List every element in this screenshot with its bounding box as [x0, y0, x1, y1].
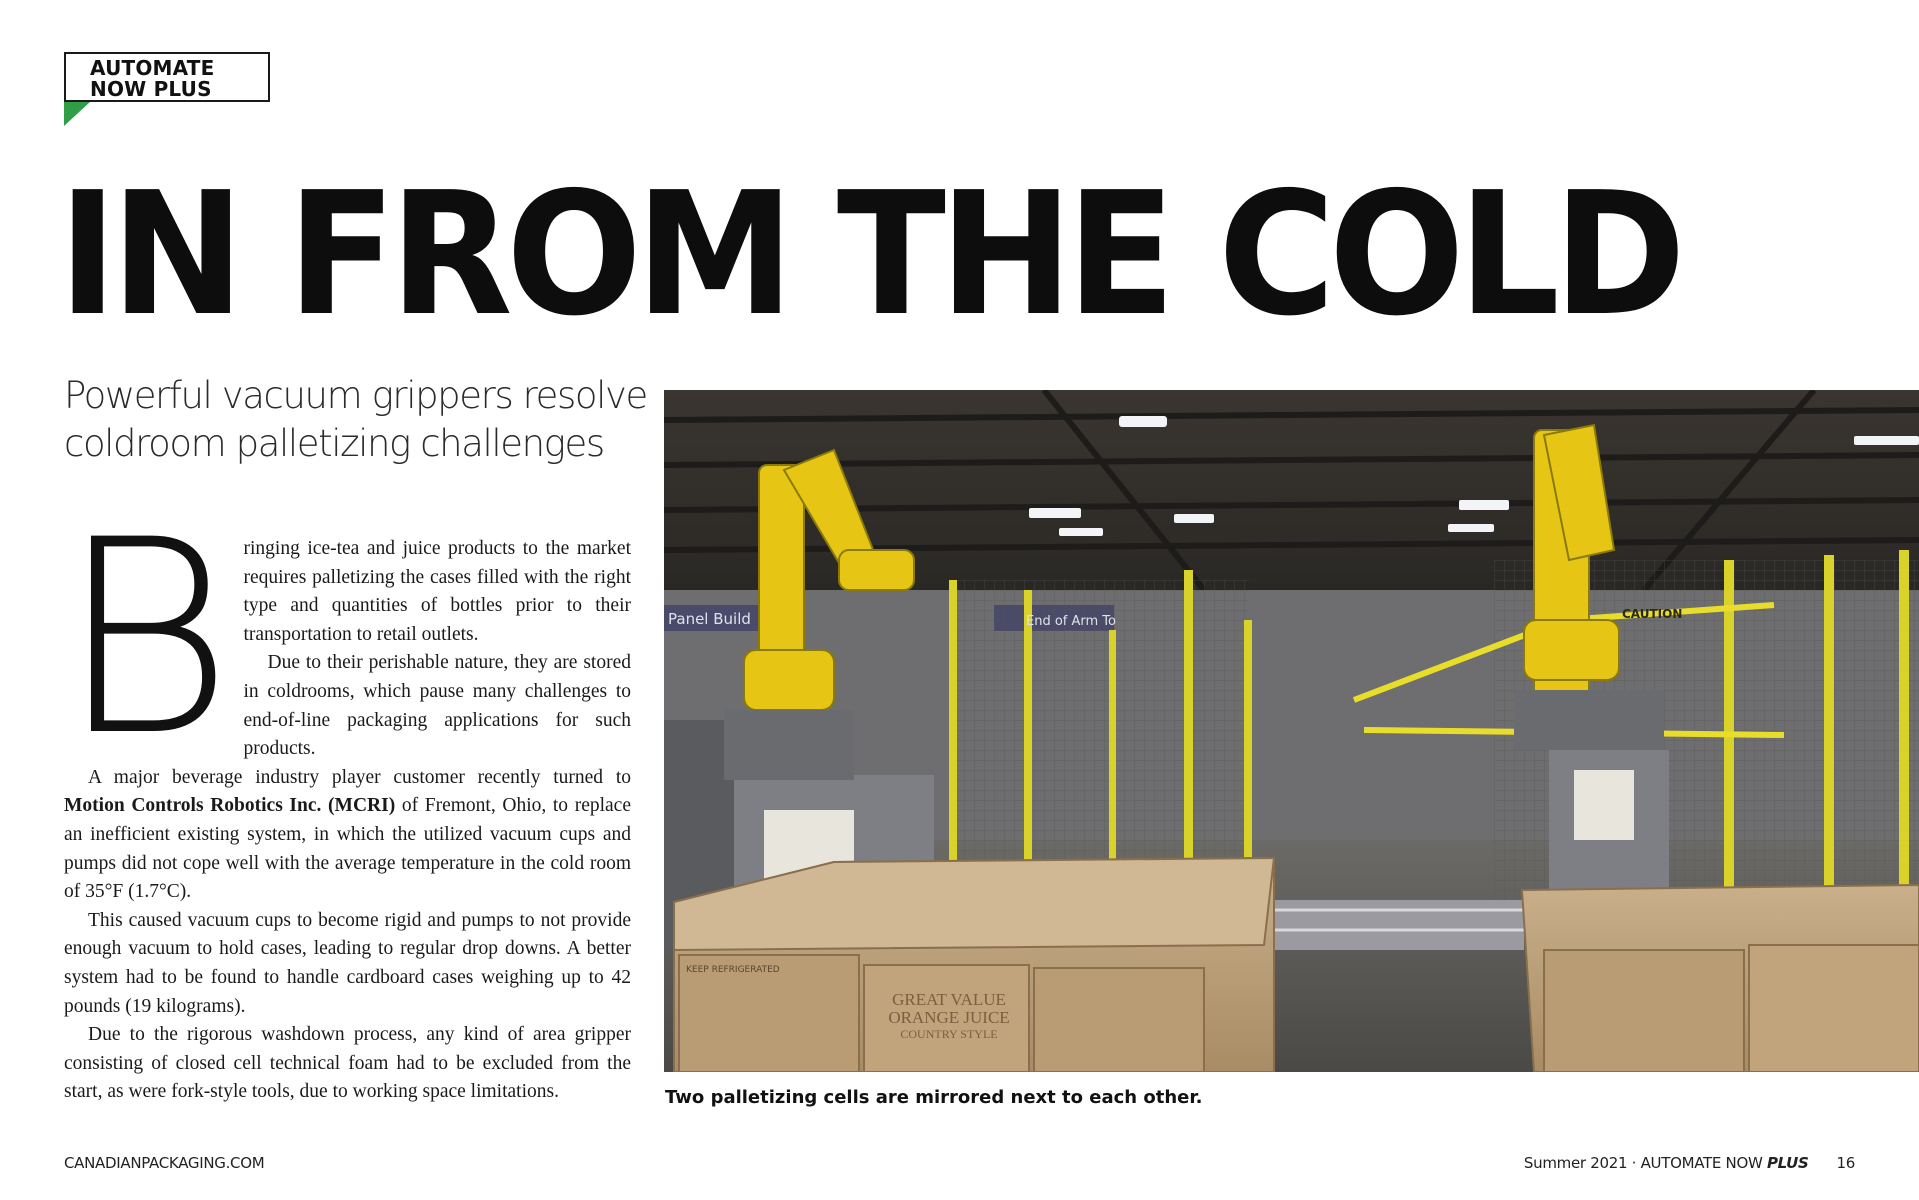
paragraph-3-start: A major beverage industry player customer recently turned to — [88, 766, 631, 788]
paragraph-2: Due to their perishable nature, they are stored in coldrooms, which pause many challenges to end-of-line packaging applications for such products. — [243, 652, 631, 760]
deck: Powerful vacuum grippers resolve coldroom palletizing challenges — [64, 374, 647, 465]
footer-issue-plus: PLUS — [1766, 1154, 1809, 1172]
dropcap: B — [58, 483, 230, 795]
paragraph-3 — [64, 764, 631, 907]
paragraph-1: ringing ice-tea and juice products to the market requires palletizing the cases filled with the right type and quantities of bottles prior to their transportation to retail outlets. — [243, 538, 631, 645]
company-name: Motion Controls Robotics Inc. (MCRI) — [64, 795, 396, 817]
box-label-keep: KEEP REFRIGERATED — [686, 965, 780, 975]
section-tag-label — [90, 58, 214, 100]
sign-panel-build: Panel Build — [668, 610, 751, 628]
sign-end-of-arm: End of Arm To — [1026, 614, 1116, 629]
section-tag — [64, 52, 270, 102]
paragraph-4: This caused vacuum cups to become rigid and pumps to not provide enough vacuum to hold cases, leading to regular drop downs. A better system had to be found to handle cardboard cases weighing up to 42 pounds (19 kilograms). — [64, 909, 631, 1017]
paragraph-3-end: of Fremont, Ohio, to replace an inefficient existing system, in which the utilized vacuum cups and pumps did not cope well with the average temperature in the cold room of 35°F (1.7°C). — [64, 795, 631, 903]
box-label-line1: GREAT VALUE — [892, 990, 1006, 1009]
caution-tape-text: CAUTION — [1622, 607, 1683, 621]
article-body — [58, 483, 631, 1107]
footer-website: CANADIANPACKAGING.COM — [64, 1154, 265, 1172]
section-tag-line1: AUTOMATE — [90, 56, 215, 80]
box-label-line2: ORANGE JUICE — [888, 1008, 1010, 1027]
factory-photo-illustration — [664, 390, 1919, 1072]
section-tag-notch — [64, 102, 90, 126]
headline: IN FROM THE COLD — [58, 156, 1680, 354]
box-label-line3: COUNTRY STYLE — [900, 1027, 998, 1041]
photo-caption: Two palletizing cells are mirrored next to each other. — [665, 1087, 1203, 1108]
page-number: 16 — [1836, 1154, 1855, 1172]
footer-issue-text: Summer 2021 · AUTOMATE NOW — [1523, 1154, 1767, 1172]
section-tag-line2: NOW PLUS — [90, 77, 212, 101]
footer-issue — [1524, 1154, 1855, 1172]
factory-photo — [664, 390, 1919, 1072]
paragraph-5: Due to the rigorous washdown process, any kind of area gripper consisting of closed cell technical foam had to be excluded from the start, as were fork-style tools, due to working space limitations. — [64, 1024, 631, 1103]
